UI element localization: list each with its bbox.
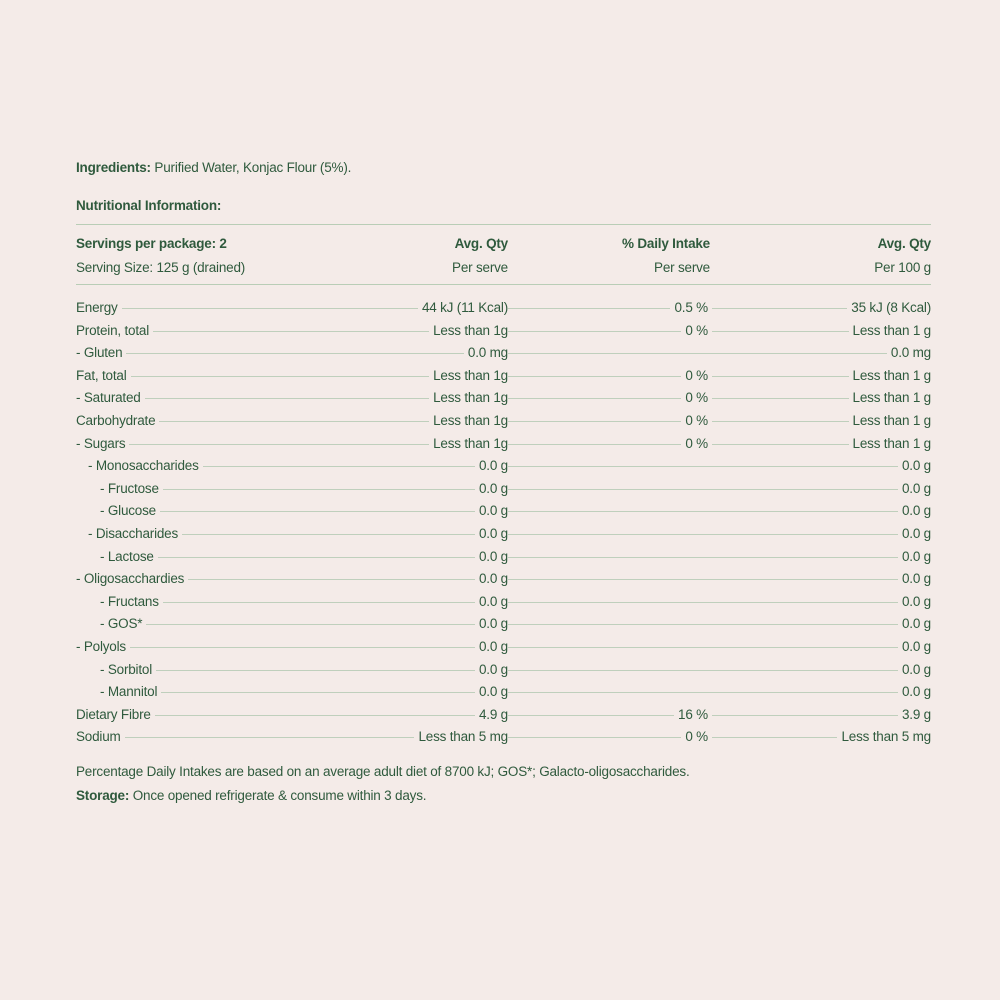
per-serve-value: Less than 1g xyxy=(429,411,508,431)
leader-line xyxy=(100,511,507,512)
nutrition-title: Nutritional Information: xyxy=(76,198,222,213)
per-100g-value: 0.0 g xyxy=(898,614,931,634)
per-100g-value: 0.0 g xyxy=(898,660,931,680)
nutrient-name: - Fructans xyxy=(100,592,163,612)
nutrient-name: - Monosaccharides xyxy=(88,456,203,476)
col2-title: % Daily Intake xyxy=(622,236,710,251)
table-row xyxy=(76,343,931,366)
leader-line xyxy=(508,376,710,377)
nutrient-name: - Sugars xyxy=(76,434,129,454)
daily-intake-value: 16 % xyxy=(674,705,710,725)
table-row xyxy=(76,524,931,547)
per-100g-value: Less than 1 g xyxy=(849,321,931,341)
per-serve-value: 0.0 g xyxy=(475,501,508,521)
per-100g-value: 3.9 g xyxy=(898,705,931,725)
leader-line xyxy=(76,353,507,354)
leader-line xyxy=(508,398,710,399)
col3-subtitle: Per 100 g xyxy=(874,260,931,275)
per-serve-value: 0.0 g xyxy=(475,637,508,657)
col3-title: Avg. Qty xyxy=(877,236,931,251)
nutrient-name: - Gluten xyxy=(76,343,126,363)
ingredients-line xyxy=(76,158,351,178)
divider-header xyxy=(76,284,931,285)
table-row xyxy=(76,727,931,750)
leader-line xyxy=(508,331,710,332)
per-100g-value: Less than 1 g xyxy=(849,388,931,408)
ingredients-label: Ingredients: xyxy=(76,160,151,175)
nutrient-name: - Polyols xyxy=(76,637,130,657)
per-serve-value: 0.0 g xyxy=(475,660,508,680)
storage-line xyxy=(76,786,426,806)
nutrient-name: - Saturated xyxy=(76,388,145,408)
per-serve-value: Less than 1g xyxy=(429,366,508,386)
per-serve-value: Less than 5 mg xyxy=(414,727,508,747)
table-row xyxy=(76,705,931,728)
leader-line xyxy=(508,489,931,490)
nutrient-name: Carbohydrate xyxy=(76,411,159,431)
leader-line xyxy=(508,692,931,693)
leader-line xyxy=(76,647,507,648)
per-serve-value: 0.0 g xyxy=(475,524,508,544)
nutrient-name: Sodium xyxy=(76,727,125,747)
daily-intake-value: 0 % xyxy=(681,366,710,386)
table-row xyxy=(76,637,931,660)
per-serve-value: 0.0 mg xyxy=(464,343,508,363)
nutrient-name: - Lactose xyxy=(100,547,158,567)
col2-subtitle: Per serve xyxy=(654,260,710,275)
footnote: Percentage Daily Intakes are based on an average adult diet of 8700 kJ; GOS*; Galacto-oligosaccharides. xyxy=(76,764,690,779)
table-row xyxy=(76,411,931,434)
table-row xyxy=(76,479,931,502)
per-100g-value: 0.0 g xyxy=(898,479,931,499)
nutrient-name: Fat, total xyxy=(76,366,131,386)
per-100g-value: Less than 5 mg xyxy=(837,727,931,747)
nutrient-name: - Oligosacchardies xyxy=(76,569,188,589)
leader-line xyxy=(508,534,931,535)
leader-line xyxy=(508,511,931,512)
per-serve-value: 44 kJ (11 Kcal) xyxy=(418,298,508,318)
servings-per-package: Servings per package: 2 xyxy=(76,236,227,251)
table-row xyxy=(76,592,931,615)
nutrient-name: - Glucose xyxy=(100,501,160,521)
daily-intake-value: 0 % xyxy=(681,727,710,747)
nutrient-name: Energy xyxy=(76,298,122,318)
per-100g-value: Less than 1 g xyxy=(849,411,931,431)
per-serve-value: 0.0 g xyxy=(475,456,508,476)
leader-line xyxy=(508,579,931,580)
per-100g-value: 0.0 g xyxy=(898,456,931,476)
per-100g-value: 0.0 g xyxy=(898,637,931,657)
leader-line xyxy=(100,557,507,558)
table-row xyxy=(76,614,931,637)
nutrient-name: - Mannitol xyxy=(100,682,161,702)
per-serve-value: 0.0 g xyxy=(475,547,508,567)
per-serve-value: 4.9 g xyxy=(475,705,508,725)
table-row xyxy=(76,456,931,479)
storage-label: Storage: xyxy=(76,788,130,803)
per-serve-value: Less than 1g xyxy=(429,434,508,454)
per-serve-value: 0.0 g xyxy=(475,682,508,702)
table-row xyxy=(76,501,931,524)
nutrient-name: Protein, total xyxy=(76,321,153,341)
per-100g-value: 0.0 g xyxy=(898,569,931,589)
per-100g-value: 0.0 g xyxy=(898,524,931,544)
per-serve-value: Less than 1g xyxy=(429,388,508,408)
daily-intake-value: 0 % xyxy=(681,434,710,454)
col1-title: Avg. Qty xyxy=(454,236,508,251)
leader-line xyxy=(508,737,710,738)
ingredients-text: Purified Water, Konjac Flour (5%). xyxy=(150,160,352,175)
leader-line xyxy=(508,421,710,422)
leader-line xyxy=(508,624,931,625)
per-serve-value: 0.0 g xyxy=(475,592,508,612)
daily-intake-value: 0 % xyxy=(681,388,710,408)
per-100g-value: 35 kJ (8 Kcal) xyxy=(847,298,931,318)
per-100g-value: 0.0 g xyxy=(898,682,931,702)
per-serve-value: 0.0 g xyxy=(475,479,508,499)
leader-line xyxy=(508,353,931,354)
storage-text: Once opened refrigerate & consume within 3 days. xyxy=(129,788,427,803)
table-row xyxy=(76,547,931,570)
col1-subtitle: Per serve xyxy=(452,260,508,275)
table-row xyxy=(76,366,931,389)
nutrient-name: - Disaccharides xyxy=(88,524,182,544)
table-row xyxy=(76,682,931,705)
leader-line xyxy=(100,624,507,625)
table-row xyxy=(76,388,931,411)
daily-intake-value: 0 % xyxy=(681,321,710,341)
nutrient-name: Dietary Fibre xyxy=(76,705,155,725)
per-100g-value: 0.0 g xyxy=(898,501,931,521)
nutrition-table xyxy=(76,298,931,750)
per-100g-value: 0.0 g xyxy=(898,547,931,567)
nutrient-name: - GOS* xyxy=(100,614,146,634)
per-100g-value: Less than 1 g xyxy=(849,366,931,386)
nutrient-name: - Sorbitol xyxy=(100,660,156,680)
table-row xyxy=(76,321,931,344)
per-serve-value: Less than 1g xyxy=(429,321,508,341)
serving-size: Serving Size: 125 g (drained) xyxy=(76,260,246,275)
divider-top xyxy=(76,224,931,225)
table-row xyxy=(76,298,931,321)
daily-intake-value: 0.5 % xyxy=(670,298,710,318)
leader-line xyxy=(508,557,931,558)
table-row xyxy=(76,569,931,592)
leader-line xyxy=(508,444,710,445)
table-row xyxy=(76,434,931,457)
per-100g-value: 0.0 mg xyxy=(887,343,931,363)
per-100g-value: Less than 1 g xyxy=(849,434,931,454)
per-serve-value: 0.0 g xyxy=(475,614,508,634)
leader-line xyxy=(508,647,931,648)
daily-intake-value: 0 % xyxy=(681,411,710,431)
per-100g-value: 0.0 g xyxy=(898,592,931,612)
table-row xyxy=(76,660,931,683)
leader-line xyxy=(508,466,931,467)
leader-line xyxy=(508,602,931,603)
leader-line xyxy=(100,670,507,671)
per-serve-value: 0.0 g xyxy=(475,569,508,589)
nutrient-name: - Fructose xyxy=(100,479,163,499)
leader-line xyxy=(508,670,931,671)
